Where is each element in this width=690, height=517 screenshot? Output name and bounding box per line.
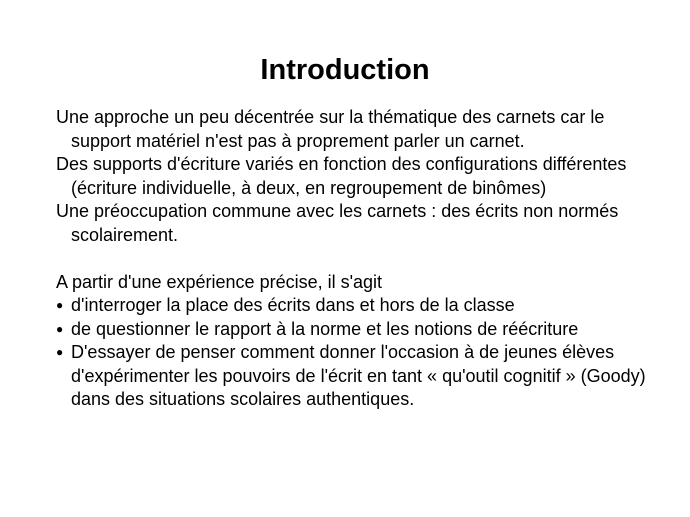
list-item — [56, 318, 646, 342]
paragraph: Des supports d'écriture variés en fonction des configurations différentes (écriture individuelle, à deux, en regroupement de binômes) — [56, 154, 627, 198]
list-item-text: de questionner le rapport à la norme et les notions de réécriture — [71, 318, 579, 339]
list-item-text: d'interroger la place des écrits dans et hors de la classe — [71, 295, 515, 315]
slide-title: Introduction — [260, 54, 430, 86]
list-item-text: D'essayer de penser comment donner l'occasion à de jeunes élèves d'expérimenter les pouvoirs de l'écrit en tant « qu'outil cognitif » (Goody) dans des situations scolaires authentiques. — [71, 342, 646, 409]
bullet-icon: ● — [56, 321, 64, 336]
paragraph-spacer — [56, 247, 646, 271]
list-item — [56, 294, 646, 318]
slide-body — [56, 106, 646, 412]
lead-sentence: A partir d'une expérience précise, il s'agit — [56, 271, 383, 292]
bullet-list — [56, 294, 646, 412]
bullet-icon: ● — [56, 345, 64, 359]
paragraph: Une préoccupation commune avec les carnets : des écrits non normés scolairement. — [56, 201, 619, 245]
bullet-icon: ● — [56, 298, 64, 312]
list-item — [56, 341, 646, 412]
paragraph: Une approche un peu décentrée sur la thématique des carnets car le support matériel n'est pas à proprement parler un carnet. — [56, 107, 605, 151]
